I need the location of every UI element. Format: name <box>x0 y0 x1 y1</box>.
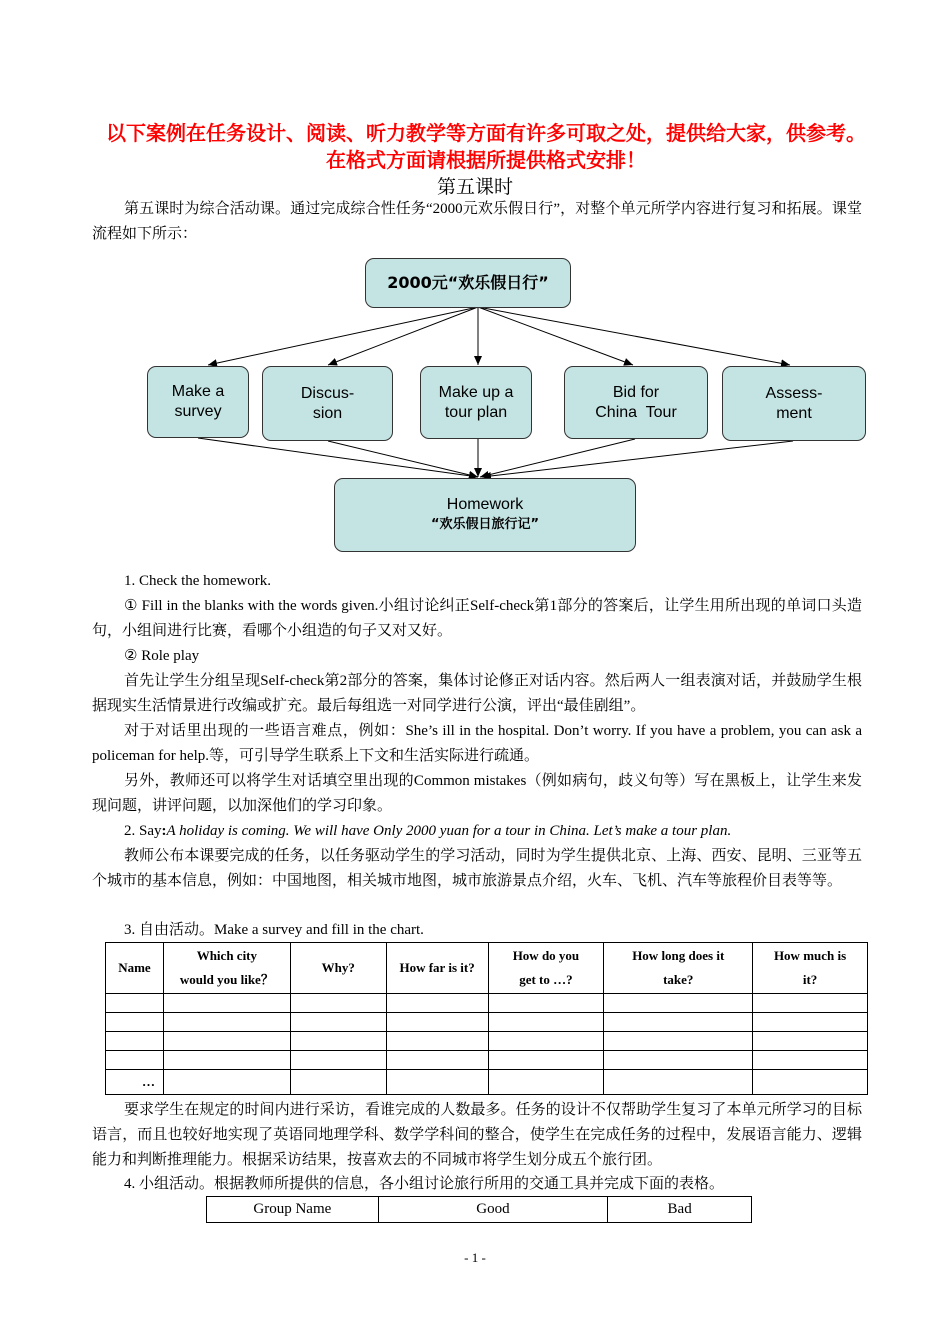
survey-cell[interactable] <box>386 1032 488 1051</box>
flow-box-line: Discus- <box>300 384 355 402</box>
flow-box-line: Assess- <box>765 384 823 402</box>
flow-top-label: 2000元“欢乐假日行” <box>387 273 549 292</box>
group-header-cell: Group Name <box>207 1197 379 1223</box>
group-header-row <box>207 1197 752 1223</box>
survey-header-cell: Which city would you like？ <box>163 943 290 994</box>
survey-cell[interactable] <box>163 1051 290 1070</box>
section1-para3: 对于对话里出现的一些语言难点，例如：She’s ill in the hospital. Don’t worry. If you have a problem, you can ask a policeman for help.等，可引导学生联系上下文和生活实际进行疏通。 <box>92 723 862 764</box>
survey-blank-row <box>106 1070 868 1095</box>
survey-header-cell: How do you get to …? <box>488 943 604 994</box>
intro-paragraph: 第五课时为综合活动课。通过完成综合性任务“2000元欢乐假日行”，对整个单元所学内容进行复习和拓展。课堂流程如下所示： <box>92 201 862 242</box>
section3-body: 要求学生在规定的时间内进行采访，看谁完成的人数最多。任务的设计不仅帮助学生复习了本单元所学习的目标语言，而且也较好地实现了英语同地理学科、数学学科间的整合，使学生在完成任务的过程中，发展语言能力、逻辑能力和判断推理能力。根据采访结果，按喜欢去的不同城市将学生划分成五个旅行团。 <box>92 1102 862 1168</box>
survey-cell[interactable] <box>604 1070 753 1095</box>
section1-para4: 另外，教师还可以将学生对话填空里出现的Common mistakes（例如病句，歧义句等）写在黑板上，让学生来发现问题，讲评问题，以加深他们的学习印象。 <box>92 773 862 814</box>
lesson-title: 第五课时 <box>436 176 513 198</box>
flow-homework-label: Homework <box>446 496 524 513</box>
survey-cell[interactable] <box>290 1070 386 1095</box>
survey-cell[interactable] <box>106 994 164 1013</box>
flow-box-line: tour plan <box>444 403 508 421</box>
survey-ellipsis: … <box>141 1074 155 1089</box>
flow-top-box <box>365 258 571 308</box>
survey-cell[interactable] <box>290 1051 386 1070</box>
survey-header-cell: Why? <box>290 943 386 994</box>
survey-cell[interactable] <box>290 994 386 1013</box>
survey-cell[interactable] <box>106 1032 164 1051</box>
group-header-cell: Bad <box>608 1197 752 1223</box>
survey-header-cell: How long does it take? <box>604 943 753 994</box>
survey-cell[interactable] <box>106 1070 164 1095</box>
survey-cell[interactable] <box>290 1013 386 1032</box>
flow-box-line: ment <box>776 404 812 422</box>
survey-cell[interactable] <box>163 1013 290 1032</box>
section4-heading: 4. 小组活动。根据教师所提供的信息，各小组讨论旅行所用的交通工具并完成下面的表格。 <box>124 1176 725 1192</box>
flow-box-tour-plan <box>420 366 532 439</box>
survey-header-row <box>106 943 868 994</box>
group-header-cell: Good <box>378 1197 608 1223</box>
survey-table <box>105 942 868 1095</box>
survey-cell[interactable] <box>386 1051 488 1070</box>
flow-box-line: Make up a <box>438 383 514 401</box>
survey-header-cell: Name <box>106 943 164 994</box>
page-number: - 1 - <box>464 1250 486 1265</box>
notice-heading: 以下案例在任务设计、阅读、听力教学等方面有许多可取之处，提供给大家，供参考。在格式方面请根据所提供格式安排！ <box>106 121 866 172</box>
flow-box-bid <box>564 366 708 439</box>
survey-cell[interactable] <box>488 994 604 1013</box>
survey-cell[interactable] <box>604 1013 753 1032</box>
section1-item2-body: 首先让学生分组呈现Self-check第2部分的答案，集体讨论修正对话内容。然后两人一组表演对话，并鼓励学生根据现实生活情景进行改编或扩充。最后每组选一对同学进行公演，评出“最佳剧组”。 <box>92 673 862 714</box>
survey-cell[interactable] <box>290 1032 386 1051</box>
survey-cell[interactable] <box>106 1013 164 1032</box>
survey-header-cell: How far is it? <box>386 943 488 994</box>
section2-body: 教师公布本课要完成的任务，以任务驱动学生的学习活动，同时为学生提供北京、上海、西安、昆明、三亚等五个城市的基本信息，例如：中国地图，相关城市地图，城市旅游景点介绍，火车、飞机、汽车等旅程价目表等等。 <box>92 848 862 889</box>
section2-label: 2. Say <box>124 823 162 839</box>
survey-blank-row <box>106 994 868 1013</box>
survey-cell[interactable] <box>753 1070 868 1095</box>
survey-cell[interactable] <box>386 1070 488 1095</box>
survey-cell[interactable] <box>753 994 868 1013</box>
survey-cell[interactable] <box>488 1070 604 1095</box>
flow-box-survey <box>147 366 249 438</box>
survey-cell[interactable] <box>106 1051 164 1070</box>
flow-box-line: Make a <box>171 383 225 400</box>
survey-header-cell: How much is it? <box>753 943 868 994</box>
survey-cell[interactable] <box>163 1070 290 1095</box>
section3-heading: 3. 自由活动。Make a survey and fill in the chart. <box>124 922 424 938</box>
survey-cell[interactable] <box>753 1051 868 1070</box>
flow-homework-sublabel: “欢乐假日旅行记” <box>430 517 540 532</box>
section2-say <box>92 819 862 844</box>
survey-blank-row <box>106 1051 868 1070</box>
survey-blank-row <box>106 1032 868 1051</box>
survey-cell[interactable] <box>386 1013 488 1032</box>
flow-box-homework <box>334 478 636 552</box>
survey-cell[interactable] <box>753 1032 868 1051</box>
flow-box-assessment <box>722 366 866 441</box>
section2-colon: : <box>161 823 167 839</box>
survey-blank-row <box>106 1013 868 1032</box>
flow-box-line: China Tour <box>595 403 677 421</box>
section1-item2-heading: ② Role play <box>124 648 200 664</box>
survey-cell[interactable] <box>488 1013 604 1032</box>
survey-cell[interactable] <box>163 994 290 1013</box>
survey-cell[interactable] <box>488 1032 604 1051</box>
survey-cell[interactable] <box>604 1032 753 1051</box>
flow-box-discussion <box>262 366 393 441</box>
survey-cell[interactable] <box>386 994 488 1013</box>
section1-heading: 1. Check the homework. <box>124 573 272 589</box>
flow-box-line: Bid for <box>612 383 660 401</box>
survey-cell[interactable] <box>488 1051 604 1070</box>
group-table <box>206 1196 752 1223</box>
survey-cell[interactable] <box>753 1013 868 1032</box>
flow-box-line: survey <box>174 403 222 420</box>
section2-quote: A holiday is coming. We will have Only 2000 yuan for a tour in China. Let’s make a tour plan. <box>166 823 732 839</box>
survey-cell[interactable] <box>163 1032 290 1051</box>
section1-item1: ① Fill in the blanks with the words given.小组讨论纠正Self-check第1部分的答案后，让学生用所出现的单词口头造句，小组间进行比赛，看哪个小组造的句子又对又好。 <box>92 598 862 639</box>
survey-cell[interactable] <box>604 1051 753 1070</box>
survey-cell[interactable] <box>604 994 753 1013</box>
flow-box-line: sion <box>312 404 343 422</box>
